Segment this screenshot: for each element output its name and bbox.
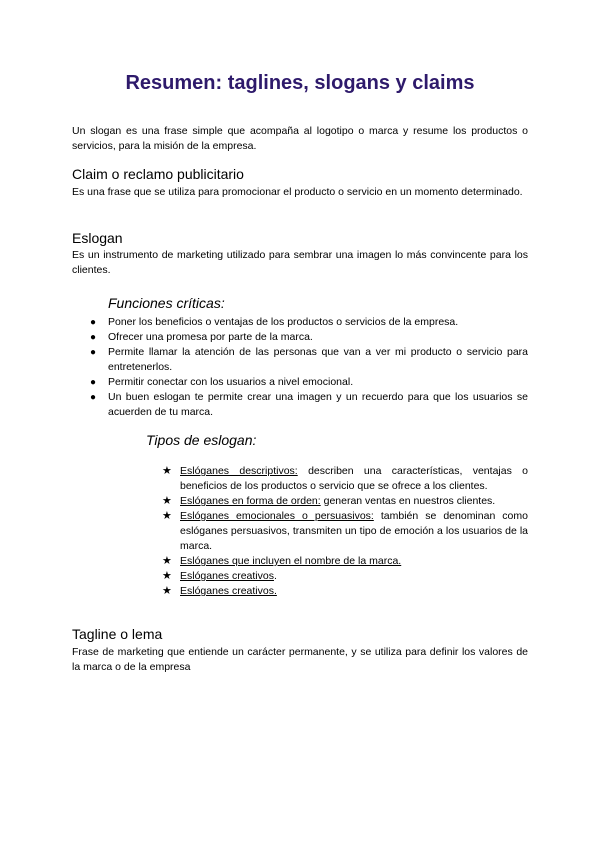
list-item <box>90 375 528 390</box>
tipo-label: Eslóganes creativos. <box>180 585 277 597</box>
list-item-text: Permite llamar la atención de las personas que van a ver mi producto o servicio para entretenerlos. <box>108 346 528 373</box>
list-item-text: Permitir conectar con los usuarios a nivel emocional. <box>108 376 354 388</box>
bullet-icon: ● <box>90 332 97 343</box>
star-icon: ★ <box>162 570 172 582</box>
list-item-text: Ofrecer una promesa por parte de la marca. <box>108 331 313 343</box>
tipos-heading: Tipos de eslogan: <box>146 432 257 448</box>
list-item <box>162 509 528 554</box>
list-item <box>162 569 528 584</box>
star-icon: ★ <box>162 510 172 522</box>
list-item <box>90 330 528 345</box>
eslogan-paragraph: Es un instrumento de marketing utilizado para sembrar una imagen lo más convincente para los clientes. <box>72 249 528 276</box>
claim-paragraph: Es una frase que se utiliza para promocionar el producto o servicio en un momento determinado. <box>72 186 523 198</box>
star-icon: ★ <box>162 465 172 477</box>
intro-paragraph: Un slogan es una frase simple que acompaña al logotipo o marca y resume los productos o servicios, para la misión de la empresa. <box>72 125 528 152</box>
list-item <box>90 390 528 420</box>
bullet-icon: ● <box>90 377 97 388</box>
bullet-icon: ● <box>90 392 97 403</box>
list-item <box>162 554 528 569</box>
tipo-label: Eslóganes que incluyen el nombre de la marca. <box>180 555 402 567</box>
star-icon: ★ <box>162 555 172 567</box>
list-item <box>90 345 528 375</box>
star-icon: ★ <box>162 495 172 507</box>
funciones-heading: Funciones críticas: <box>108 295 225 311</box>
tipo-text: describen una características, ventajas o beneficios de los productos o servicio que se ofrece a los clientes. <box>180 465 529 492</box>
star-icon: ★ <box>162 585 172 597</box>
tipo-text: . <box>273 570 277 582</box>
eslogan-heading: Eslogan <box>72 230 123 246</box>
claim-heading: Claim o reclamo publicitario <box>72 166 244 182</box>
tipo-label: Eslóganes emocionales o persuasivos: <box>180 510 374 522</box>
bullet-icon: ● <box>90 317 97 328</box>
funciones-list <box>90 315 528 420</box>
list-item <box>162 464 528 494</box>
tagline-heading: Tagline o lema <box>72 626 163 642</box>
list-item <box>162 584 528 599</box>
list-item-text: Un buen eslogan te permite crear una imagen y un recuerdo para que los usuarios se acuerden de tu marca. <box>108 391 528 418</box>
document-title: Resumen: taglines, slogans y claims <box>125 72 475 94</box>
tipos-list <box>162 464 528 599</box>
tipo-label: Eslóganes descriptivos: <box>180 465 298 477</box>
list-item <box>162 494 528 509</box>
bullet-icon: ● <box>90 347 97 358</box>
tipo-label: Eslóganes en forma de orden: <box>180 495 321 507</box>
list-item-text: Poner los beneficios o ventajas de los productos o servicios de la empresa. <box>108 316 459 328</box>
tagline-paragraph: Frase de marketing que entiende un carácter permanente, y se utiliza para definir los valores de la marca o de la empresa <box>72 646 528 673</box>
tipo-text: generan ventas en nuestros clientes. <box>320 495 496 507</box>
tipo-label: Eslóganes creativos <box>180 570 274 582</box>
tipo-text: también se denominan como eslóganes persuasivos, transmiten un tipo de emoción a los usuarios de la marca. <box>180 510 528 552</box>
list-item <box>90 315 528 330</box>
